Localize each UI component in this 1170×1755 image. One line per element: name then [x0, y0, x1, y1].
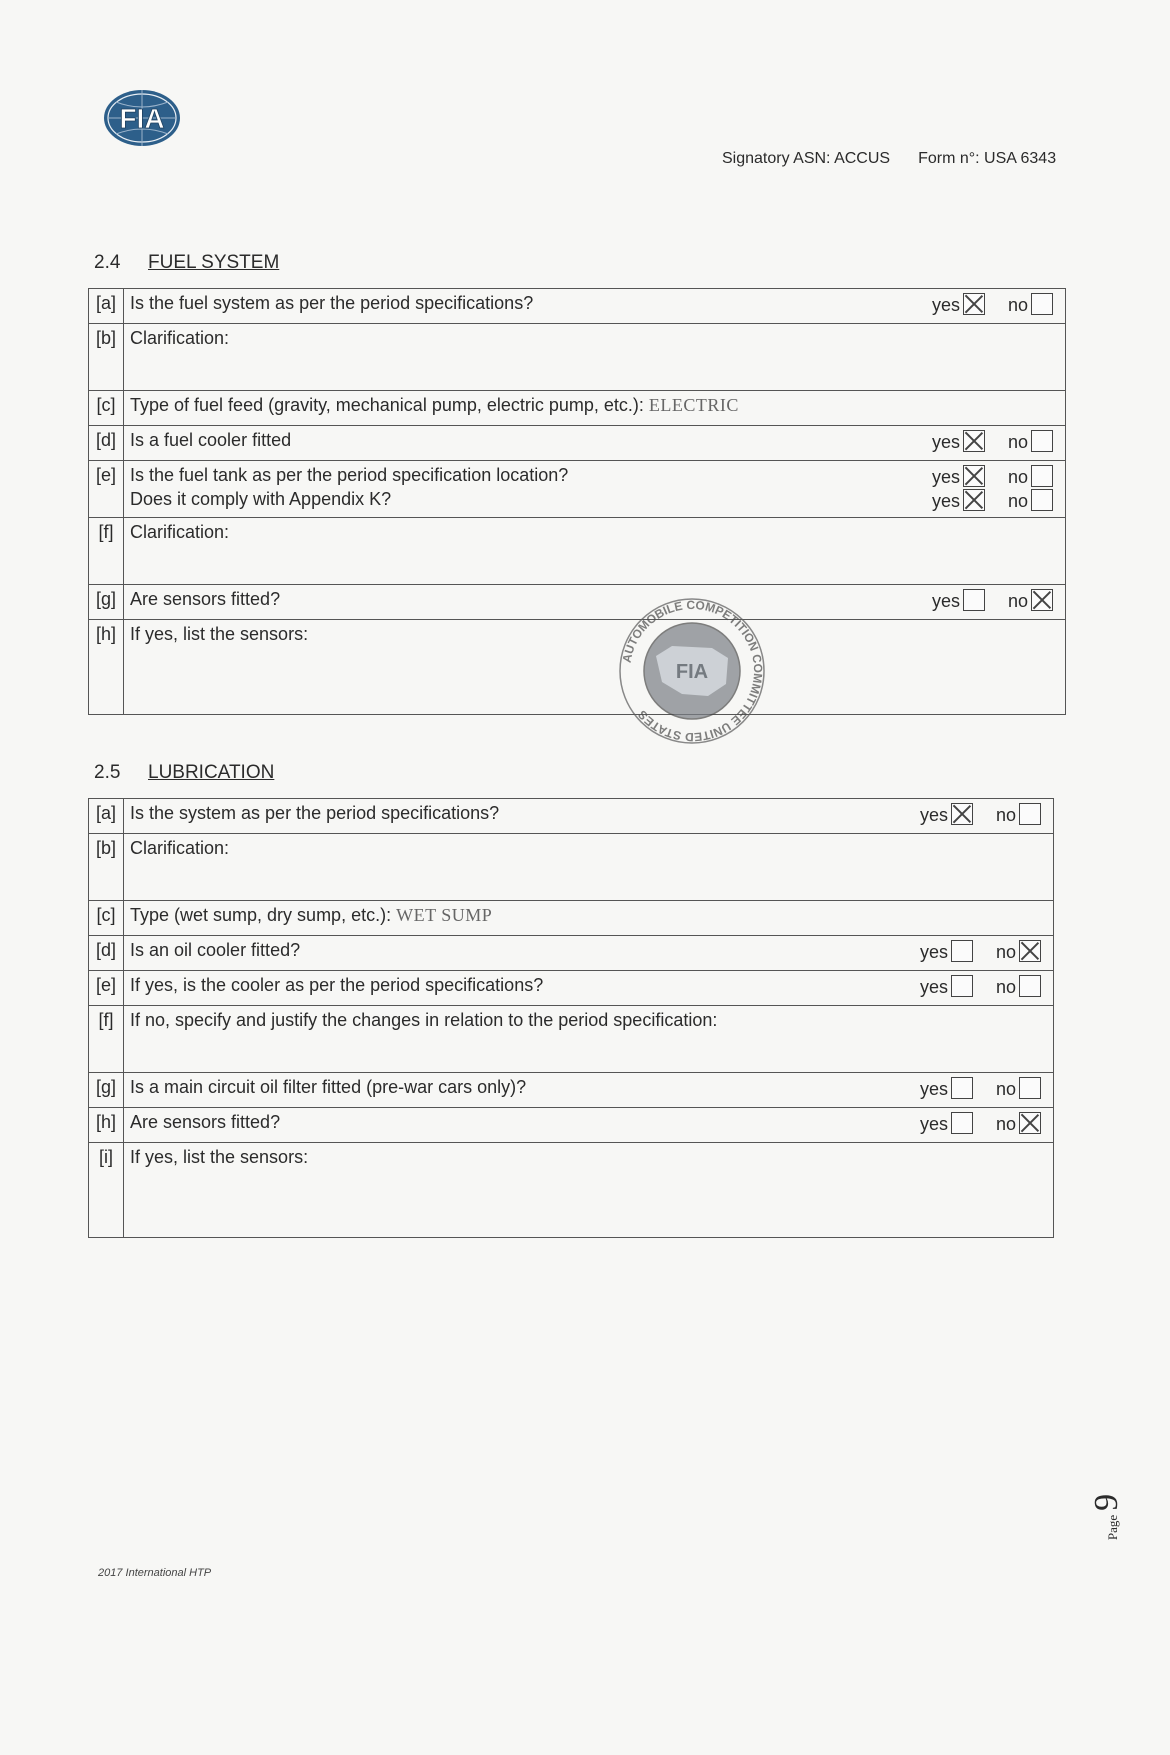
question-text: Clarification: [130, 522, 230, 542]
yes-no-answer [902, 1112, 1041, 1135]
no-checkbox[interactable] [1019, 803, 1041, 825]
row-letter: [d] [89, 426, 124, 461]
section-title: FUEL SYSTEM [148, 252, 280, 273]
no-checkbox[interactable] [1019, 1077, 1041, 1099]
yes-label: yes [919, 942, 948, 962]
fuel-feed-value[interactable]: ELECTRIC [648, 395, 739, 415]
row-letter: [a] [89, 289, 124, 324]
clarification-field[interactable] [124, 834, 1054, 901]
yes-label: yes [919, 1114, 948, 1134]
row-letter: [h] [89, 620, 124, 715]
no-label: no [995, 977, 1016, 997]
fia-logo [102, 88, 182, 148]
no-checkbox[interactable] [1019, 940, 1041, 962]
yes-checkbox[interactable] [951, 1112, 973, 1134]
yes-label: yes [931, 491, 960, 511]
table-row [89, 461, 1066, 518]
table-row [89, 1073, 1054, 1108]
section-number: 2.4 [94, 252, 121, 273]
yes-no-answer [914, 589, 1053, 612]
row-letter: [g] [89, 585, 124, 620]
yes-label: yes [919, 1079, 948, 1099]
page-word: Page [1105, 1514, 1121, 1541]
yes-no-answer [914, 293, 1053, 316]
yes-no-answer [902, 940, 1041, 963]
no-label: no [995, 805, 1016, 825]
no-label: no [995, 1079, 1016, 1099]
table-row [89, 289, 1066, 324]
question-text: Is the fuel system as per the period specifications? [130, 293, 534, 313]
page-number [1088, 1478, 1148, 1548]
no-label: no [1007, 432, 1028, 452]
section-number: 2.5 [94, 762, 121, 783]
question-text: If yes, list the sensors: [130, 1147, 309, 1167]
lubrication-title [94, 762, 274, 784]
svg-text:FIA: FIA [119, 103, 165, 134]
sensors-list-field[interactable] [124, 620, 1066, 715]
yes-checkbox[interactable] [951, 1077, 973, 1099]
question-text: If no, specify and justify the changes in relation to the period specification: [130, 1010, 718, 1030]
no-checkbox[interactable] [1031, 293, 1053, 315]
fuel-system-title [94, 252, 279, 274]
no-checkbox[interactable] [1031, 430, 1053, 452]
table-row [89, 391, 1066, 426]
accus-stamp [612, 596, 772, 746]
yes-no-answer [914, 430, 1053, 453]
no-checkbox[interactable] [1031, 589, 1053, 611]
yes-no-answer [914, 489, 1053, 512]
yes-checkbox[interactable] [963, 293, 985, 315]
header-info [722, 150, 1056, 168]
question-text: Is the system as per the period specifications? [130, 803, 500, 823]
question-text: Type of fuel feed (gravity, mechanical pump, electric pump, etc.): [130, 395, 644, 415]
yes-label: yes [931, 591, 960, 611]
table-row [89, 1143, 1054, 1238]
fuel-system-table [88, 288, 1066, 715]
svg-text:FIA: FIA [675, 661, 709, 683]
row-letter: [b] [89, 324, 124, 391]
table-row [89, 585, 1066, 620]
yes-checkbox[interactable] [951, 940, 973, 962]
yes-checkbox[interactable] [963, 489, 985, 511]
no-label: no [1007, 467, 1028, 487]
question-text: If yes, is the cooler as per the period specifications? [130, 975, 544, 995]
table-row [89, 426, 1066, 461]
row-letter: [c] [89, 391, 124, 426]
row-letter: [f] [89, 518, 124, 585]
sump-type-value[interactable]: WET SUMP [396, 905, 493, 925]
sensors-list-field[interactable] [124, 1143, 1054, 1238]
yes-checkbox[interactable] [963, 430, 985, 452]
yes-no-answer [914, 465, 1053, 488]
yes-label: yes [931, 295, 960, 315]
row-letter: [e] [89, 461, 124, 518]
question-text: Are sensors fitted? [130, 1112, 281, 1132]
table-row [89, 799, 1054, 834]
yes-label: yes [919, 805, 948, 825]
yes-checkbox[interactable] [951, 803, 973, 825]
footer-text: 2017 International HTP [98, 1567, 212, 1579]
yes-label: yes [931, 467, 960, 487]
no-checkbox[interactable] [1031, 465, 1053, 487]
table-row [89, 971, 1054, 1006]
svg-text:AUTOMOBILE COMPETITION COMMITT: AUTOMOBILE COMPETITION COMMITTEE UNITED STATES [619, 597, 766, 745]
no-label: no [995, 942, 1016, 962]
no-checkbox[interactable] [1031, 489, 1053, 511]
no-label: no [1007, 491, 1028, 511]
form-number: Form n°: USA 6343 [918, 150, 1057, 167]
question-text: Is an oil cooler fitted? [130, 940, 301, 960]
yes-label: yes [919, 977, 948, 997]
question-text: If yes, list the sensors: [130, 624, 309, 644]
question-text: Is a fuel cooler fitted [130, 430, 292, 450]
no-checkbox[interactable] [1019, 1112, 1041, 1134]
yes-checkbox[interactable] [963, 589, 985, 611]
question-text: Are sensors fitted? [130, 589, 281, 609]
table-row [89, 324, 1066, 391]
table-row [89, 620, 1066, 715]
yes-checkbox[interactable] [951, 975, 973, 997]
question-text: Does it comply with Appendix K? [130, 489, 392, 509]
row-letter: [b] [89, 834, 124, 901]
table-row [89, 518, 1066, 585]
clarification-field[interactable] [124, 518, 1066, 585]
row-letter: [f] [89, 1006, 124, 1073]
row-letter: [e] [89, 971, 124, 1006]
yes-no-answer [902, 803, 1041, 826]
no-label: no [1007, 295, 1028, 315]
yes-label: yes [931, 432, 960, 452]
question-text: Clarification: [130, 328, 230, 348]
yes-no-answer [902, 975, 1041, 998]
question-text: Is a main circuit oil filter fitted (pre-war cars only)? [130, 1077, 527, 1097]
lubrication-table [88, 798, 1054, 1238]
yes-no-answer [902, 1077, 1041, 1100]
justification-field[interactable] [124, 1006, 1054, 1073]
row-letter: [h] [89, 1108, 124, 1143]
clarification-field[interactable] [124, 324, 1066, 391]
row-letter: [c] [89, 901, 124, 936]
table-row [89, 834, 1054, 901]
section-title: LUBRICATION [148, 762, 275, 783]
row-letter: [a] [89, 799, 124, 834]
no-label: no [1007, 591, 1028, 611]
page-number-value: 9 [1088, 1493, 1126, 1511]
no-checkbox[interactable] [1019, 975, 1041, 997]
question-text: Clarification: [130, 838, 230, 858]
row-letter: [g] [89, 1073, 124, 1108]
question-text: Type (wet sump, dry sump, etc.): [130, 905, 392, 925]
row-letter: [i] [89, 1143, 124, 1238]
table-row [89, 1006, 1054, 1073]
table-row [89, 936, 1054, 971]
yes-checkbox[interactable] [963, 465, 985, 487]
row-letter: [d] [89, 936, 124, 971]
table-row [89, 901, 1054, 936]
table-row [89, 1108, 1054, 1143]
signatory-asn: Signatory ASN: ACCUS [722, 150, 891, 167]
question-text: Is the fuel tank as per the period specification location? [130, 465, 569, 485]
no-label: no [995, 1114, 1016, 1134]
